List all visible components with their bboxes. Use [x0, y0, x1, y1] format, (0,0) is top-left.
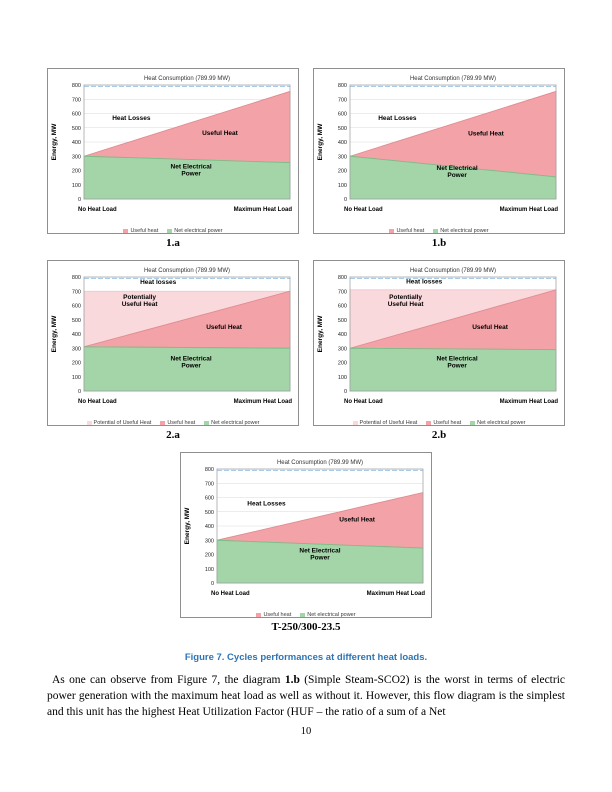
legend-swatch-icon: [470, 421, 475, 426]
legend-swatch-icon: [256, 613, 261, 618]
y-tick-label: 700: [337, 97, 347, 104]
chart-title: Heat Consumption (789.99 MW): [409, 76, 497, 82]
chart-title: Heat Consumption (789.99 MW): [143, 76, 231, 82]
y-tick-label: 300: [71, 346, 81, 353]
chart-legend: [314, 224, 564, 234]
chart-1b-label: 1.b: [431, 237, 447, 249]
y-tick-label: 200: [204, 552, 214, 559]
body-paragraph: [47, 672, 565, 720]
y-tick-label: 0: [77, 389, 81, 395]
y-tick-label: 400: [204, 524, 214, 530]
y-tick-label: 200: [337, 360, 347, 367]
legend-item: [300, 612, 355, 618]
x-label-no-heat-load: No Heat Load: [211, 591, 250, 597]
area-label: Useful Heat: [206, 324, 242, 332]
legend-label: Useful heat: [130, 228, 159, 234]
area-label: Net Electrical Power: [299, 547, 341, 562]
legend-label: Useful heat: [396, 228, 425, 234]
y-tick-label: 400: [337, 140, 347, 146]
y-tick-label: 300: [71, 154, 81, 161]
y-tick-label: 800: [71, 83, 81, 89]
y-tick-label: 600: [71, 303, 81, 310]
chart-legend: [48, 224, 298, 234]
y-tick-label: 100: [71, 182, 81, 189]
y-axis-label: Energy, MW: [184, 507, 191, 545]
legend-swatch-icon: [204, 421, 209, 426]
legend-swatch-icon: [87, 421, 92, 426]
y-tick-label: 500: [204, 509, 214, 516]
y-axis-label: Energy, MW: [317, 315, 324, 353]
body-text-before: As one can observe from Figure 7, the diagram: [52, 674, 285, 686]
y-tick-label: 100: [71, 374, 81, 381]
chart-title: Heat Consumption (789.99 MW): [143, 268, 231, 274]
area-label: Useful Heat: [339, 516, 375, 524]
area-label: Potentially Useful Heat: [121, 294, 158, 309]
legend-item: [123, 228, 158, 234]
legend-label: Useful heat: [433, 420, 462, 426]
legend-label: Useful heat: [167, 420, 196, 426]
legend-label: Net electrical power: [477, 420, 526, 426]
chart-svg: [314, 261, 564, 411]
chart-t250: [180, 452, 432, 633]
legend-item: [389, 228, 424, 234]
x-label-maximum-heat-load: Maximum Heat Load: [499, 399, 558, 405]
chart-2a-label: 2.a: [166, 429, 180, 441]
y-tick-label: 200: [71, 360, 81, 367]
area-label: Potentially Useful Heat: [387, 294, 424, 309]
legend-item: [256, 612, 291, 618]
chart-t250-label: T-250/300-23.5: [271, 621, 341, 633]
chart-svg: [314, 69, 564, 219]
area-label: Useful Heat: [202, 129, 238, 137]
x-label-maximum-heat-load: Maximum Heat Load: [233, 207, 292, 213]
legend-item: [87, 420, 152, 426]
legend-swatch-icon: [300, 613, 305, 618]
area-label: Net Electrical Power: [436, 355, 478, 370]
y-tick-label: 600: [337, 303, 347, 310]
y-axis-label: Energy, MW: [51, 123, 58, 161]
y-axis-label: Energy, MW: [317, 123, 324, 161]
legend-swatch-icon: [389, 229, 394, 234]
chart-2b-box: [313, 260, 565, 426]
chart-svg: [48, 69, 298, 219]
x-label-maximum-heat-load: Maximum Heat Load: [499, 207, 558, 213]
y-tick-label: 500: [337, 125, 347, 132]
chart-1a-box: [47, 68, 299, 234]
chart-title: Heat Consumption (789.99 MW): [276, 460, 364, 466]
y-tick-label: 300: [204, 538, 214, 545]
y-tick-label: 600: [204, 495, 214, 502]
y-tick-label: 600: [337, 111, 347, 118]
chart-legend: [314, 416, 564, 426]
body-text-after: (Simple Steam-SCO2) is the worst in terms of electric power generation with the maximum heat load as well as without it. However, this flow diagram is the simplest and this unit has the highest Heat Utilization Factor (HUF – the ratio of a sum of a Net: [47, 674, 565, 719]
y-tick-label: 100: [337, 374, 347, 381]
chart-legend: [181, 608, 431, 618]
area-label: Useful Heat: [472, 324, 508, 332]
y-tick-label: 300: [337, 154, 347, 161]
y-tick-label: 700: [71, 97, 81, 104]
x-label-no-heat-load: No Heat Load: [78, 207, 117, 213]
area-label: Heat losses: [140, 278, 177, 286]
useful-heat-area: [84, 91, 290, 162]
chart-2b: [313, 260, 565, 441]
legend-label: Net electrical power: [211, 420, 260, 426]
chart-2a: [47, 260, 299, 441]
chart-svg: [181, 453, 431, 603]
y-tick-label: 200: [337, 168, 347, 175]
y-tick-label: 0: [77, 197, 81, 203]
legend-swatch-icon: [426, 421, 431, 426]
y-tick-label: 0: [343, 197, 347, 203]
legend-item: [353, 420, 418, 426]
legend-label: Net electrical power: [307, 612, 356, 618]
legend-swatch-icon: [167, 229, 172, 234]
body-text-bold: 1.b: [284, 674, 300, 686]
legend-label: Potential of Useful Heat: [359, 420, 418, 426]
y-tick-label: 800: [204, 467, 214, 473]
y-tick-label: 400: [71, 140, 81, 146]
page-number: 10: [300, 726, 312, 737]
legend-label: Useful heat: [263, 612, 292, 618]
chart-svg: [48, 261, 298, 411]
x-label-no-heat-load: No Heat Load: [344, 207, 383, 213]
y-tick-label: 400: [71, 332, 81, 338]
x-label-maximum-heat-load: Maximum Heat Load: [366, 591, 425, 597]
y-tick-label: 700: [71, 289, 81, 296]
y-tick-label: 700: [337, 289, 347, 296]
legend-item: [167, 228, 222, 234]
x-label-no-heat-load: No Heat Load: [78, 399, 117, 405]
x-label-no-heat-load: No Heat Load: [344, 399, 383, 405]
legend-swatch-icon: [353, 421, 358, 426]
area-label: Heat Losses: [112, 114, 151, 122]
y-tick-label: 800: [337, 275, 347, 281]
legend-label: Net electrical power: [174, 228, 223, 234]
y-axis-label: Energy, MW: [51, 315, 58, 353]
chart-1a-label: 1.a: [166, 237, 180, 249]
legend-item: [160, 420, 195, 426]
y-tick-label: 100: [337, 182, 347, 189]
legend-swatch-icon: [160, 421, 165, 426]
y-tick-label: 300: [337, 346, 347, 353]
y-tick-label: 0: [343, 389, 347, 395]
y-tick-label: 500: [71, 125, 81, 132]
y-tick-label: 700: [204, 481, 214, 488]
y-tick-label: 800: [337, 83, 347, 89]
legend-item: [433, 228, 488, 234]
chart-title: Heat Consumption (789.99 MW): [409, 268, 497, 274]
area-label: Useful Heat: [468, 130, 504, 138]
legend-swatch-icon: [433, 229, 438, 234]
y-tick-label: 400: [337, 332, 347, 338]
legend-label: Potential of Useful Heat: [93, 420, 152, 426]
chart-2b-label: 2.b: [431, 429, 447, 441]
y-tick-label: 100: [204, 566, 214, 573]
legend-item: [470, 420, 525, 426]
area-label: Heat Losses: [247, 500, 286, 508]
area-label: Heat Losses: [378, 114, 417, 122]
chart-1b: [313, 68, 565, 249]
chart-1a: [47, 68, 299, 249]
area-label: Heat losses: [406, 278, 443, 286]
y-tick-label: 500: [337, 317, 347, 324]
area-label: Net Electrical Power: [436, 164, 478, 179]
legend-label: Net electrical power: [440, 228, 489, 234]
y-tick-label: 600: [71, 111, 81, 118]
chart-2a-box: [47, 260, 299, 426]
y-tick-label: 200: [71, 168, 81, 175]
area-label: Net Electrical Power: [170, 163, 212, 178]
x-label-maximum-heat-load: Maximum Heat Load: [233, 399, 292, 405]
figure-caption: Figure 7. Cycles performances at different heat loads.: [184, 652, 428, 663]
area-label: Net Electrical Power: [170, 355, 212, 370]
y-tick-label: 0: [210, 581, 214, 587]
legend-item: [426, 420, 461, 426]
chart-t250-box: [180, 452, 432, 618]
chart-1b-box: [313, 68, 565, 234]
legend-item: [204, 420, 259, 426]
legend-swatch-icon: [123, 229, 128, 234]
y-tick-label: 800: [71, 275, 81, 281]
chart-legend: [48, 416, 298, 426]
y-tick-label: 500: [71, 317, 81, 324]
